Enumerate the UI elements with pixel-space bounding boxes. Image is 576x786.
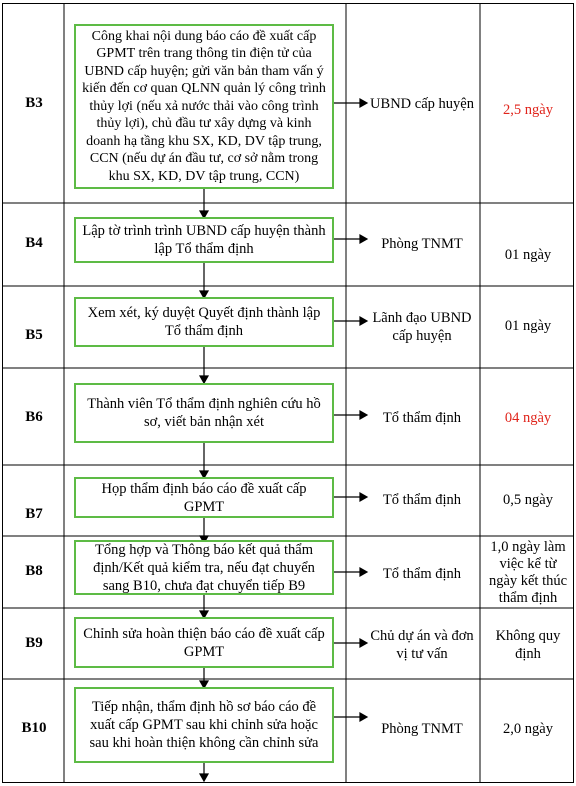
duration: 04 ngày [504,410,552,426]
duration: 2,5 ngày [503,102,553,118]
task-box: Công khai nội dung báo cáo đề xuất cấp GPMT trên trang thông tin điện tử của UBND cấp huyện; gửi văn bản tham vấn ý kiến đến cơ quan QLNN quản lý công trình thủy lợi (nếu xả nước thải vào công trình thủy lợi), chủ đầu tư xây dựng và kinh doanh hạ tầng khu SX, KD, DV tập trung, CCN (nếu dự án đầu tư, cơ sở nằm trong khu SX, KD, DV tập trung, CCN) [74,24,334,189]
duration: Không quy định [495,628,561,662]
responsible-unit: Lãnh đạo UBND cấp huyện [372,310,472,344]
duration: 2,0 ngày [503,721,553,737]
procedure-flow-table [2,3,574,783]
duration: 01 ngày [504,318,552,334]
responsible-unit: UBND cấp huyện [370,96,474,112]
task-box: Họp thẩm định báo cáo đề xuất cấp GPMT [74,477,334,518]
step-label: B6 [25,409,43,425]
responsible-unit: Chủ dự án và đơn vị tư vấn [370,628,474,662]
responsible-unit: Tổ thẩm định [382,410,462,426]
step-label: B4 [25,235,43,251]
duration: 1,0 ngày làm việc kể từ ngày kết thúc thẩm định [488,539,568,606]
step-label: B5 [25,327,43,343]
step-label: B7 [25,506,43,522]
step-label: B3 [25,95,43,111]
task-box: Chỉnh sửa hoàn thiện báo cáo đề xuất cấp GPMT [74,617,334,668]
responsible-unit: Tổ thẩm định [382,566,462,582]
responsible-unit: Phòng TNMT [381,721,463,737]
task-box: Xem xét, ký duyệt Quyết định thành lập Tổ thẩm định [74,297,334,347]
task-box: Thành viên Tổ thẩm định nghiên cứu hồ sơ, viết bản nhận xét [74,383,334,443]
task-box: Tiếp nhận, thẩm định hồ sơ báo cáo đề xuất cấp GPMT sau khi chỉnh sửa hoặc sau khi hoàn thiện không cần chỉnh sửa [74,687,334,763]
task-box: Tổng hợp và Thông báo kết quả thẩm định/Kết quả kiểm tra, nếu đạt chuyển sang B10, chưa đạt chuyển tiếp B9 [74,540,334,595]
duration: 01 ngày [504,247,552,263]
responsible-unit: Tổ thẩm định [382,492,462,508]
step-label: B9 [25,635,43,651]
responsible-unit: Phòng TNMT [381,236,463,252]
step-label: B10 [21,720,47,736]
duration: 0,5 ngày [503,492,553,508]
step-label: B8 [25,563,43,579]
task-box: Lập tờ trình trình UBND cấp huyện thành lập Tổ thẩm định [74,217,334,263]
